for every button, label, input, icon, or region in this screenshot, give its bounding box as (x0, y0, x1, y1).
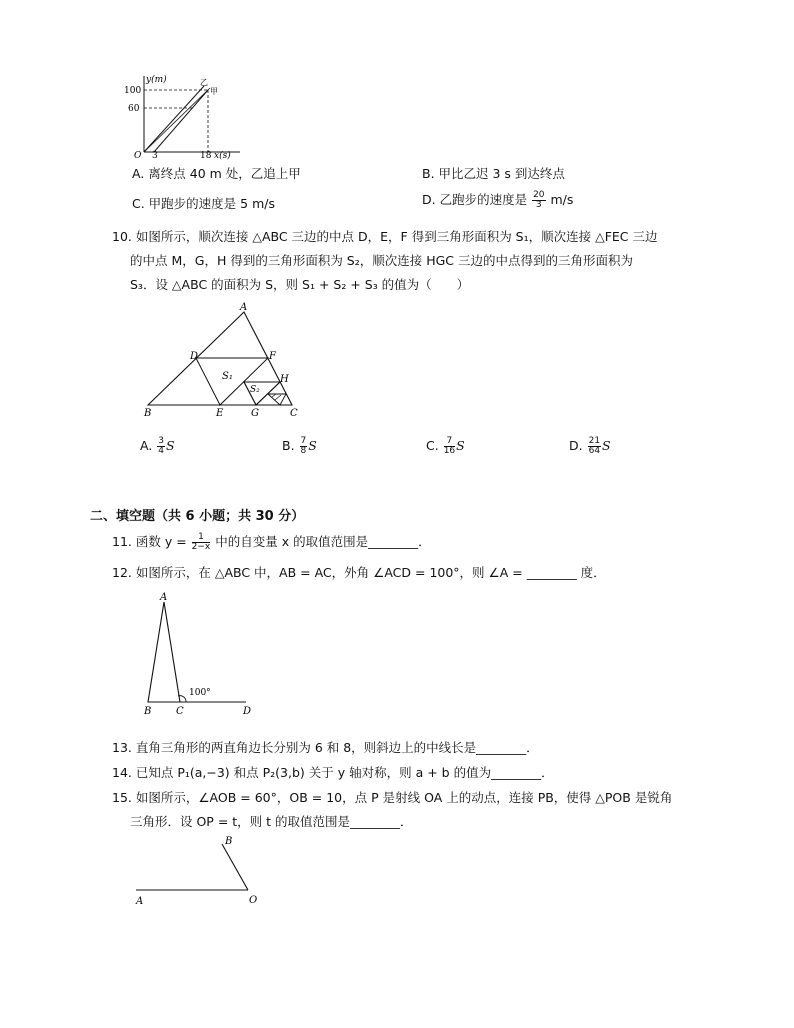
q9-option-d-den: 3 (535, 200, 542, 210)
q10-hatch-1 (272, 394, 276, 397)
q9-option-d-num: 20 (533, 190, 545, 200)
q10-label-e: E (216, 408, 224, 419)
q12-angle-label: 100° (189, 688, 211, 698)
q9-tick-100: 100 (124, 86, 142, 96)
q9-option-b: B. 甲比乙迟 3 s 到达终点 (422, 166, 565, 181)
q10-option-d-num: 21 (588, 436, 601, 446)
q12-label-d: D (243, 706, 252, 717)
q11-suffix: 中的自变量 x 的取值范围是________． (215, 534, 431, 549)
q10-option-a-prefix: A. (140, 438, 153, 453)
q9-y-axis-label: y(m) (146, 75, 167, 85)
q10-option-a-suffix: S (166, 438, 175, 453)
q10-option-d-fraction (588, 437, 601, 456)
q9-tick-3: 3 (152, 151, 158, 160)
q9-option-d-unit: m/s (550, 192, 574, 207)
q9-option-d-prefix: D. 乙跑步的速度是 (422, 192, 528, 207)
q15-segment-ob (222, 844, 248, 890)
q10-option-b-prefix: B. (282, 438, 295, 453)
q15-label-a: A (136, 896, 144, 907)
q9-label-yi: 乙 (200, 78, 208, 87)
q9-option-d (422, 190, 573, 210)
q9-distance-time-graph (118, 72, 258, 160)
q10-label-s1: S₁ (222, 371, 233, 382)
q11-fraction (192, 533, 211, 552)
q9-line-origin-jia (144, 88, 210, 152)
q12-triangle-figure (140, 592, 260, 720)
q9-tick-60: 60 (128, 104, 140, 114)
q10-option-c-den: 16 (443, 446, 456, 456)
q12-label-c: C (176, 706, 184, 717)
q10-option-d-prefix: D. (569, 438, 583, 453)
q11-num: 1 (192, 533, 211, 543)
q10-option-c-suffix: S (456, 438, 465, 453)
q10-option-b-fraction (300, 437, 308, 456)
q15-line-2: 三角形．设 OP = t，则 t 的取值范围是________． (130, 814, 413, 829)
q11-den: 2−x (191, 542, 211, 552)
q10-option-a-den: 4 (158, 446, 165, 456)
q10-option-d-suffix: S (602, 438, 611, 453)
q12-label-a: A (160, 592, 168, 603)
q12-triangle-abc (148, 602, 180, 702)
q9-line-yi (144, 86, 204, 152)
q9-option-c: C. 甲跑步的速度是 5 m/s (132, 196, 275, 211)
q12-text: 12. 如图所示，在 △ABC 中，AB = AC，外角 ∠ACD = 100°，则 ∠A = ________ 度． (112, 565, 606, 580)
q10-label-f: F (269, 351, 276, 362)
q15-angle-figure (130, 832, 270, 908)
q10-line-1: 10. 如图所示，顺次连接 △ABC 三边的中点 D，E，F 得到三角形面积为 S₁，顺次连接 △FEC 三边 (112, 229, 658, 244)
q10-line-2: 的中点 M，G，H 得到的三角形面积为 S₂，顺次连接 HGC 三边的中点得到的三角形面积为 (130, 253, 633, 268)
q11 (112, 532, 431, 552)
q10-option-a (140, 437, 175, 456)
q10-option-d-den: 64 (588, 446, 601, 456)
q9-x-axis-label: x(s) (214, 151, 231, 160)
q11-prefix: 11. 函数 y = (112, 534, 187, 549)
q10-label-a: A (240, 302, 248, 313)
q10-option-c-prefix: C. (426, 438, 439, 453)
q12-label-b: B (144, 706, 152, 717)
q10-label-g: G (251, 408, 259, 419)
q10-label-s2: S₂ (250, 385, 260, 395)
q10-option-b-den: 8 (300, 446, 307, 456)
q10-option-c (426, 437, 465, 456)
q15-label-b: B (225, 836, 233, 847)
q10-option-b-num: 7 (300, 436, 307, 446)
q9-label-jia: 甲 (210, 87, 218, 96)
q10-option-c-fraction (444, 437, 455, 456)
q13-text: 13. 直角三角形的两直角边长分别为 6 和 8，则斜边上的中线长是________． (112, 740, 539, 755)
q10-option-b (282, 437, 317, 456)
q9-option-d-fraction (532, 191, 545, 210)
q9-tick-18: 18 (200, 151, 212, 160)
q10-option-b-suffix: S (308, 438, 317, 453)
q9-line-jia (154, 90, 208, 152)
q10-option-d (569, 437, 611, 456)
q10-nested-triangles-figure (140, 300, 310, 420)
q10-option-c-num: 7 (444, 437, 455, 447)
q15-label-o: O (249, 895, 258, 906)
q10-option-a-num: 3 (158, 436, 165, 446)
q10-option-a-fraction (157, 437, 165, 456)
q14-text: 14. 已知点 P₁(a,−3) 和点 P₂(3,b) 关于 y 轴对称，则 a + b 的值为________． (112, 765, 554, 780)
q10-line-3: S₃．设 △ABC 的面积为 S，则 S₁ + S₂ + S₃ 的值为（ ） (130, 277, 470, 292)
q10-hatch-2 (275, 395, 281, 400)
q10-label-c: C (290, 408, 298, 419)
q10-label-h: H (280, 374, 289, 385)
q15-line-1: 15. 如图所示，∠AOB = 60°，OB = 10，点 P 是射线 OA 上的动点，连接 PB，使得 △POB 是锐角 (112, 790, 673, 805)
q9-option-a: A. 离终点 40 m 处，乙追上甲 (132, 166, 301, 181)
q9-origin: O (134, 151, 142, 160)
q10-triangle-hgc-mid (268, 394, 286, 405)
q10-label-d: D (190, 351, 199, 362)
section-2-title: 二、填空题（共 6 小题；共 30 分） (90, 509, 305, 524)
q10-label-b: B (144, 408, 152, 419)
